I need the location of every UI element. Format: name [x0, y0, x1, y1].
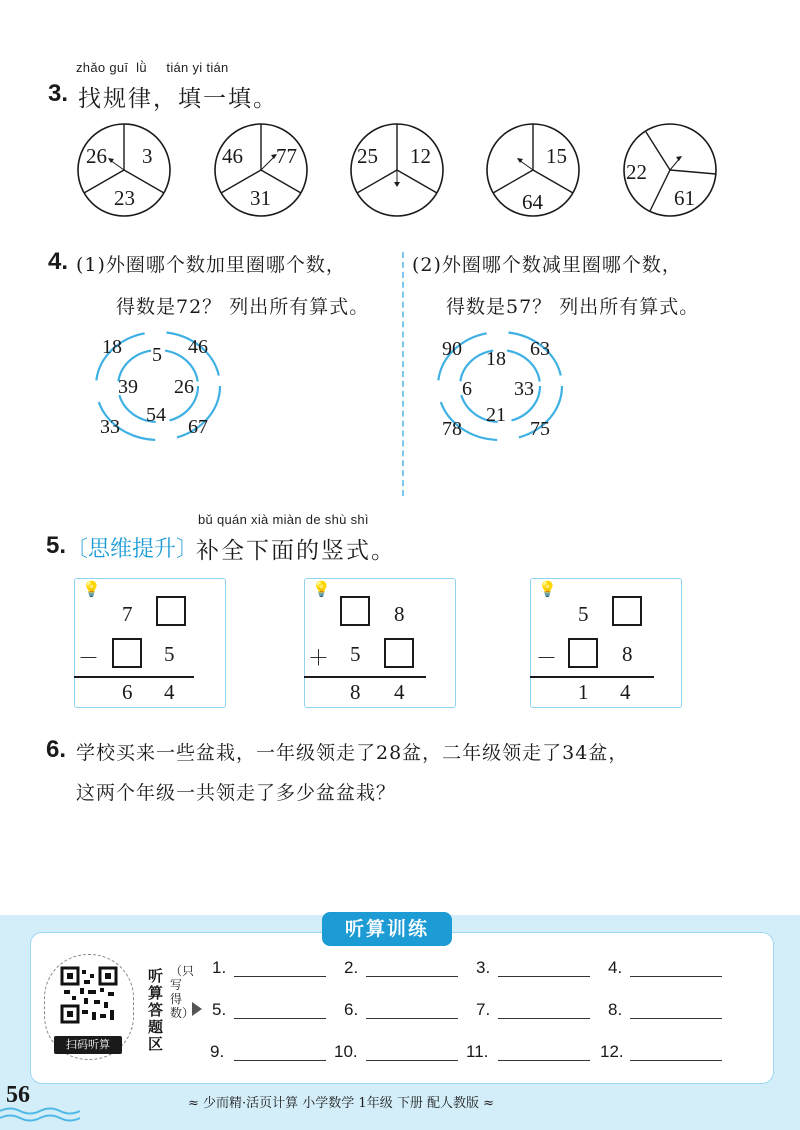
circle-2-bottom: 31 — [250, 186, 271, 210]
circle-5-bottom: 61 — [674, 186, 695, 210]
q4-part2-line2: 得数是57？ 列出所有算式。 — [446, 296, 700, 318]
lightbulb-icon: 💡 — [312, 580, 331, 598]
ring-1-inner-bottom: 54 — [146, 404, 166, 426]
ring-1-outer-tl: 18 — [102, 336, 122, 358]
vp1-row1-blank[interactable] — [156, 596, 186, 626]
q6-number: 6. — [46, 736, 67, 763]
vp2-op: ＋ — [308, 646, 329, 670]
answer-label-1: 1. — [212, 958, 227, 977]
vp3-line — [530, 676, 654, 678]
vp1-result-tens: 6 — [122, 680, 133, 704]
vp2-row2-blank[interactable] — [384, 638, 414, 668]
circle-3 — [351, 124, 443, 216]
listening-answer-area — [30, 932, 774, 1084]
qr-code-icon[interactable] — [60, 966, 118, 1024]
circle-3-top-left: 25 — [357, 144, 378, 168]
q4-part1-line2: 得数是72？ 列出所有算式。 — [116, 296, 370, 318]
answer-label-4: 4. — [608, 958, 623, 977]
ring-1-outer-tr: 46 — [188, 336, 208, 358]
q5-pinyin: bǔ quán xià miàn de shù shì — [198, 512, 369, 527]
q6-line1: 学校买来一些盆栽，一年级领走了28盆，二年级领走了34盆， — [76, 742, 629, 764]
ring-2-outer-tr: 63 — [530, 338, 550, 360]
q4-number: 4. — [48, 248, 69, 275]
answer-blank-1[interactable] — [234, 976, 326, 977]
answer-blank-9[interactable] — [234, 1060, 326, 1061]
vp2-row1-blank[interactable] — [340, 596, 370, 626]
circle-4-bottom: 64 — [522, 190, 543, 214]
vp2-row1: 8 — [394, 602, 405, 626]
circle-4-top-right: 15 — [546, 144, 567, 168]
vp2-row2: 5 — [350, 642, 361, 666]
answer-label-2: 2. — [344, 958, 359, 977]
answer-blank-2[interactable] — [366, 976, 458, 977]
answer-label-10: 10. — [334, 1042, 358, 1061]
vp1-result-ones: 4 — [164, 680, 175, 704]
ring-2-outer-bl: 78 — [442, 418, 462, 440]
circle-3-top-right: 12 — [410, 144, 431, 168]
vp3-row1: 5 — [578, 602, 589, 626]
q4-part2-line1: (2)外圈哪个数减里圈哪个数， — [412, 254, 682, 276]
answer-blank-3[interactable] — [498, 976, 590, 977]
answer-blank-4[interactable] — [630, 976, 722, 977]
qr-label: 扫码听算 — [54, 1036, 122, 1054]
ring-1-outer-br: 67 — [188, 416, 208, 438]
q4-part1-line1: (1)外圈哪个数加里圈哪个数， — [76, 254, 346, 276]
answer-label-6: 6. — [344, 1000, 359, 1019]
vp2-result-tens: 8 — [350, 680, 361, 704]
lightbulb-icon: 💡 — [82, 580, 101, 598]
q5-title: 补全下面的竖式。 — [196, 538, 396, 564]
ring-1-inner-left: 39 — [118, 376, 138, 398]
ring-2-inner-left: 6 — [462, 378, 472, 400]
vp3-row2: 8 — [622, 642, 633, 666]
vp1-line — [74, 676, 194, 678]
answer-blank-6[interactable] — [366, 1018, 458, 1019]
circle-2-top-left: 46 — [222, 144, 243, 168]
answer-label-7: 7. — [476, 1000, 491, 1019]
vp3-row1-blank[interactable] — [612, 596, 642, 626]
answer-label-5: 5. — [212, 1000, 227, 1019]
ring-2-inner-right: 33 — [514, 378, 534, 400]
listening-title: 听算训练 — [322, 912, 452, 946]
vp1-op: － — [78, 646, 99, 670]
ring-2-outer-br: 75 — [530, 418, 550, 440]
circle-1-bottom: 23 — [114, 186, 135, 210]
answer-blank-11[interactable] — [498, 1060, 590, 1061]
q4-divider — [402, 252, 404, 496]
answer-label-12: 12. — [600, 1042, 624, 1061]
answer-label-9: 9. — [210, 1042, 225, 1061]
answer-label-8: 8. — [608, 1000, 623, 1019]
vp3-result-tens: 1 — [578, 680, 589, 704]
q6-line2: 这两个年级一共领走了多少盆盆栽？ — [76, 782, 397, 804]
answer-blank-10[interactable] — [366, 1060, 458, 1061]
answer-label-3: 3. — [476, 958, 491, 977]
vp2-line — [304, 676, 426, 678]
lightbulb-icon: 💡 — [538, 580, 557, 598]
q3-circles — [0, 118, 800, 238]
ring-1-inner-top: 5 — [152, 344, 162, 366]
q3-pinyin: zhǎo guī lǜ tián yi tián — [76, 60, 229, 75]
vp1-row2: 5 — [164, 642, 175, 666]
answer-blank-12[interactable] — [630, 1060, 722, 1061]
q5-tag: 〔思维提升〕 — [66, 537, 199, 562]
circle-5-top-left: 22 — [626, 160, 647, 184]
vp1-row1: 7 — [122, 602, 133, 626]
ring-2-inner-top: 18 — [486, 348, 506, 370]
ring-2-outer-tl: 90 — [442, 338, 462, 360]
answer-blank-5[interactable] — [234, 1018, 326, 1019]
q3-number: 3. — [48, 80, 69, 107]
vp3-result-ones: 4 — [620, 680, 631, 704]
circle-1-top-left: 26 — [86, 144, 107, 168]
pointer-triangle-icon — [192, 1002, 202, 1016]
q5-number: 5. — [46, 532, 67, 559]
answer-label-11: 11. — [466, 1042, 489, 1061]
circle-1-top-right: 3 — [142, 144, 153, 168]
circle-2-top-right: 77 — [276, 144, 297, 168]
page-number: 56 — [6, 1082, 30, 1108]
ring-1-inner-right: 26 — [174, 376, 194, 398]
vp3-op: － — [536, 646, 557, 670]
q3-title: 找规律，填一填。 — [78, 86, 278, 112]
answer-blank-8[interactable] — [630, 1018, 722, 1019]
footer-text: ≈ 少而精·活页计算 小学数学 1年级 下册 配人教版 ≈ — [188, 1096, 494, 1111]
answer-area-note: （只写得数） — [170, 964, 195, 1020]
ring-1-outer-bl: 33 — [100, 416, 120, 438]
answer-blank-7[interactable] — [498, 1018, 590, 1019]
wave-decoration — [0, 1106, 80, 1126]
vp2-result-ones: 4 — [394, 680, 405, 704]
ring-2-inner-bottom: 21 — [486, 404, 506, 426]
answer-area-label: 听算答题区 — [148, 967, 164, 1053]
vp3-row2-blank[interactable] — [568, 638, 598, 668]
vp1-row2-blank[interactable] — [112, 638, 142, 668]
